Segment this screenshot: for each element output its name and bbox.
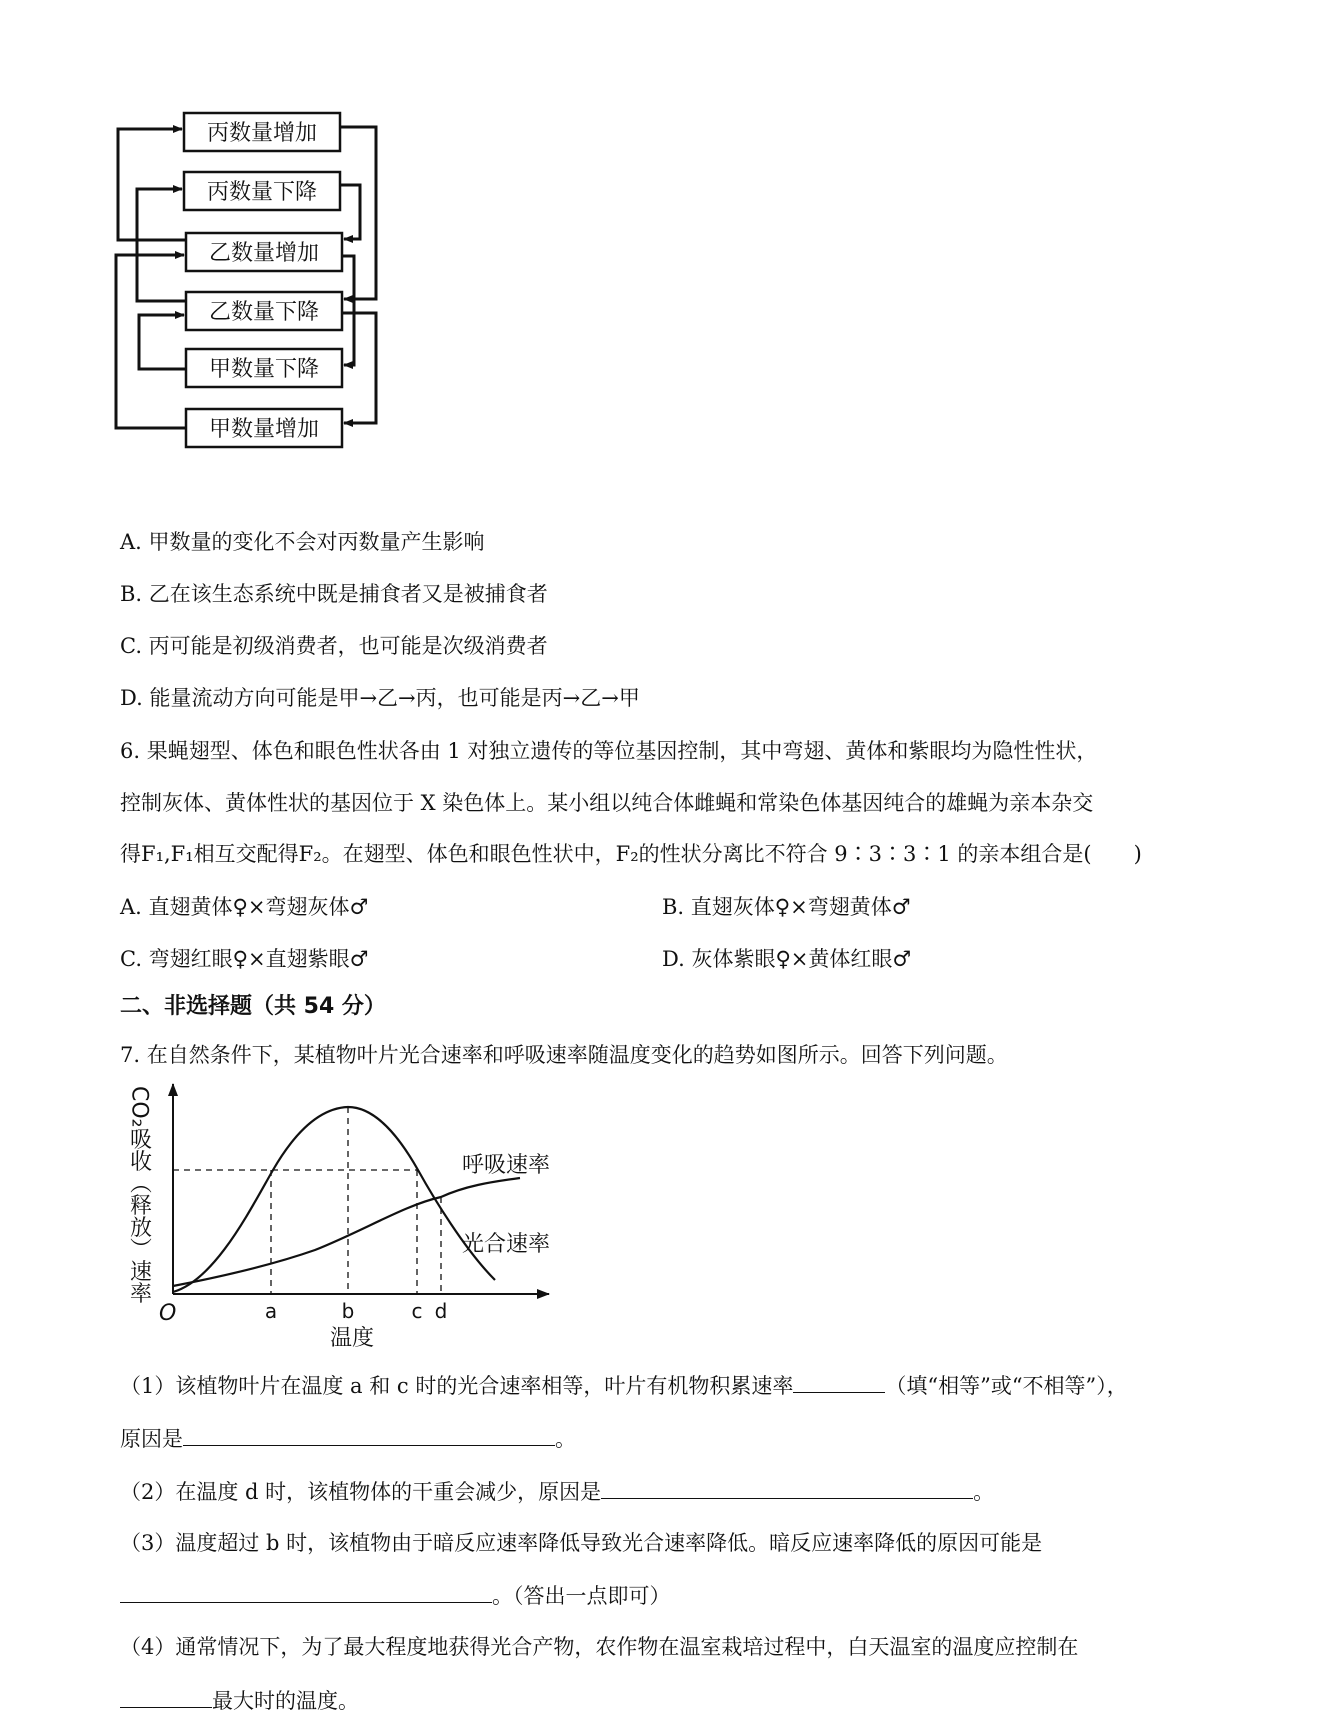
q6-stem-line-1: 6. 果蝇翅型、体色和眼色性状各由 1 对独立遗传的等位基因控制，其中弯翅、黄体和紫眼均为隐性性状， <box>120 739 1098 763</box>
flow-arrow-bing-inc-to-yi-dec <box>340 127 376 299</box>
flow-label-5: 甲数量增加 <box>208 417 320 442</box>
chart-origin: O <box>159 1301 177 1326</box>
q7-sub3-blank[interactable] <box>120 1580 492 1603</box>
q7-sub1-line1 <box>120 1370 1128 1400</box>
q6-option-c: C. 弯翅红眼♀×直翅紫眼♂ <box>120 947 369 971</box>
flow-label-0: 丙数量增加 <box>206 121 318 146</box>
q5-option-b: B. 乙在该生态系统中既是捕食者又是被捕食者 <box>120 582 548 606</box>
q7-sub1-line2 <box>120 1423 576 1453</box>
flow-arrow-yi-dec-to-jia-inc <box>342 313 376 423</box>
chart-ylabel: CO₂吸收（释放）速率 <box>126 1086 152 1304</box>
population-flowchart <box>110 105 430 505</box>
q7-sub4-text-b: 最大时的温度。 <box>212 1689 359 1713</box>
flow-arrow-yi-inc-to-bing-inc <box>118 129 186 240</box>
q6-option-d: D. 灰体紫眼♀×黄体红眼♂ <box>662 947 912 971</box>
flow-arrow-jia-inc-to-yi-inc <box>116 255 186 428</box>
flow-arrow-jia-dec-to-yi-dec <box>139 315 186 369</box>
flow-arrow-bing-dec-to-yi-inc <box>340 185 360 239</box>
q7-sub2 <box>120 1476 994 1506</box>
q6-option-b: B. 直翅灰体♀×弯翅黄体♂ <box>662 895 911 919</box>
q7-sub1-text-c: 原因是 <box>120 1427 183 1451</box>
q7-sub4-line1: （4）通常情况下，为了最大程度地获得光合产物，农作物在温室栽培过程中，白天温室的温度应控制在 <box>120 1635 1079 1659</box>
x-tick-b: b <box>341 1299 355 1323</box>
x-tick-c: c <box>411 1299 423 1323</box>
flow-label-4: 甲数量下降 <box>208 357 320 382</box>
x-tick-a: a <box>264 1299 278 1323</box>
q6-option-a: A. 直翅黄体♀×弯翅灰体♂ <box>120 895 369 919</box>
flow-label-2: 乙数量增加 <box>208 241 320 266</box>
q7-sub1-blank-1[interactable] <box>793 1370 885 1393</box>
q7-sub1-text-a: （1）该植物叶片在温度 a 和 c 时的光合速率相等，叶片有机物积累速率 <box>120 1374 794 1398</box>
series-label-respiration: 呼吸速率 <box>462 1153 551 1178</box>
flow-label-1: 丙数量下降 <box>206 180 318 205</box>
q5-option-c: C. 丙可能是初级消费者，也可能是次级消费者 <box>120 634 548 658</box>
section-heading: 二、非选择题（共 54 分） <box>120 994 386 1019</box>
chart-xlabel: 温度 <box>329 1326 375 1350</box>
rate-temperature-chart <box>115 1080 595 1350</box>
q6-stem-line-2: 控制灰体、黄体性状的基因位于 X 染色体上。某小组以纯合体雌蝇和常染色体基因纯合的雄蝇为亲本杂交 <box>120 791 1094 815</box>
q7-sub4-line2 <box>120 1685 359 1715</box>
x-tick-d: d <box>434 1299 448 1323</box>
q7-sub4-blank[interactable] <box>120 1685 212 1708</box>
q7-sub3-end: 。（答出一点即可） <box>492 1584 671 1608</box>
q7-sub3-line2 <box>120 1580 671 1610</box>
q7-sub2-blank[interactable] <box>601 1476 973 1499</box>
flow-arrow-yi-inc-to-jia-dec <box>342 256 354 365</box>
series-label-photosynthesis: 光合速率 <box>462 1232 551 1257</box>
q5-option-a: A. 甲数量的变化不会对丙数量产生影响 <box>120 530 485 554</box>
q7-sub1-end: 。 <box>555 1427 576 1451</box>
q7-sub2-text: （2）在温度 d 时，该植物体的干重会减少，原因是 <box>120 1480 602 1504</box>
q7-sub3-line1: （3）温度超过 b 时，该植物由于暗反应速率降低导致光合速率降低。暗反应速率降低的原因可能是 <box>120 1531 1043 1555</box>
q6-stem-line-3: 得F₁,F₁相互交配得F₂。在翅型、体色和眼色性状中，F₂的性状分离比不符合 9∶3∶3∶1 的亲本组合是( ) <box>120 842 1142 866</box>
flow-label-3: 乙数量下降 <box>208 300 320 325</box>
q7-stem: 7. 在自然条件下，某植物叶片光合速率和呼吸速率随温度变化的趋势如图所示。回答下列问题。 <box>120 1043 1008 1067</box>
q7-sub1-blank-2[interactable] <box>183 1423 555 1446</box>
q7-sub2-end: 。 <box>973 1480 995 1504</box>
flow-arrow-yi-dec-to-bing-dec <box>137 189 186 301</box>
q7-sub1-text-b: （填“相等”或“不相等”）， <box>885 1374 1128 1398</box>
curve-photosynthesis <box>173 1107 495 1292</box>
q5-option-d: D. 能量流动方向可能是甲→乙→丙，也可能是丙→乙→甲 <box>120 686 640 710</box>
